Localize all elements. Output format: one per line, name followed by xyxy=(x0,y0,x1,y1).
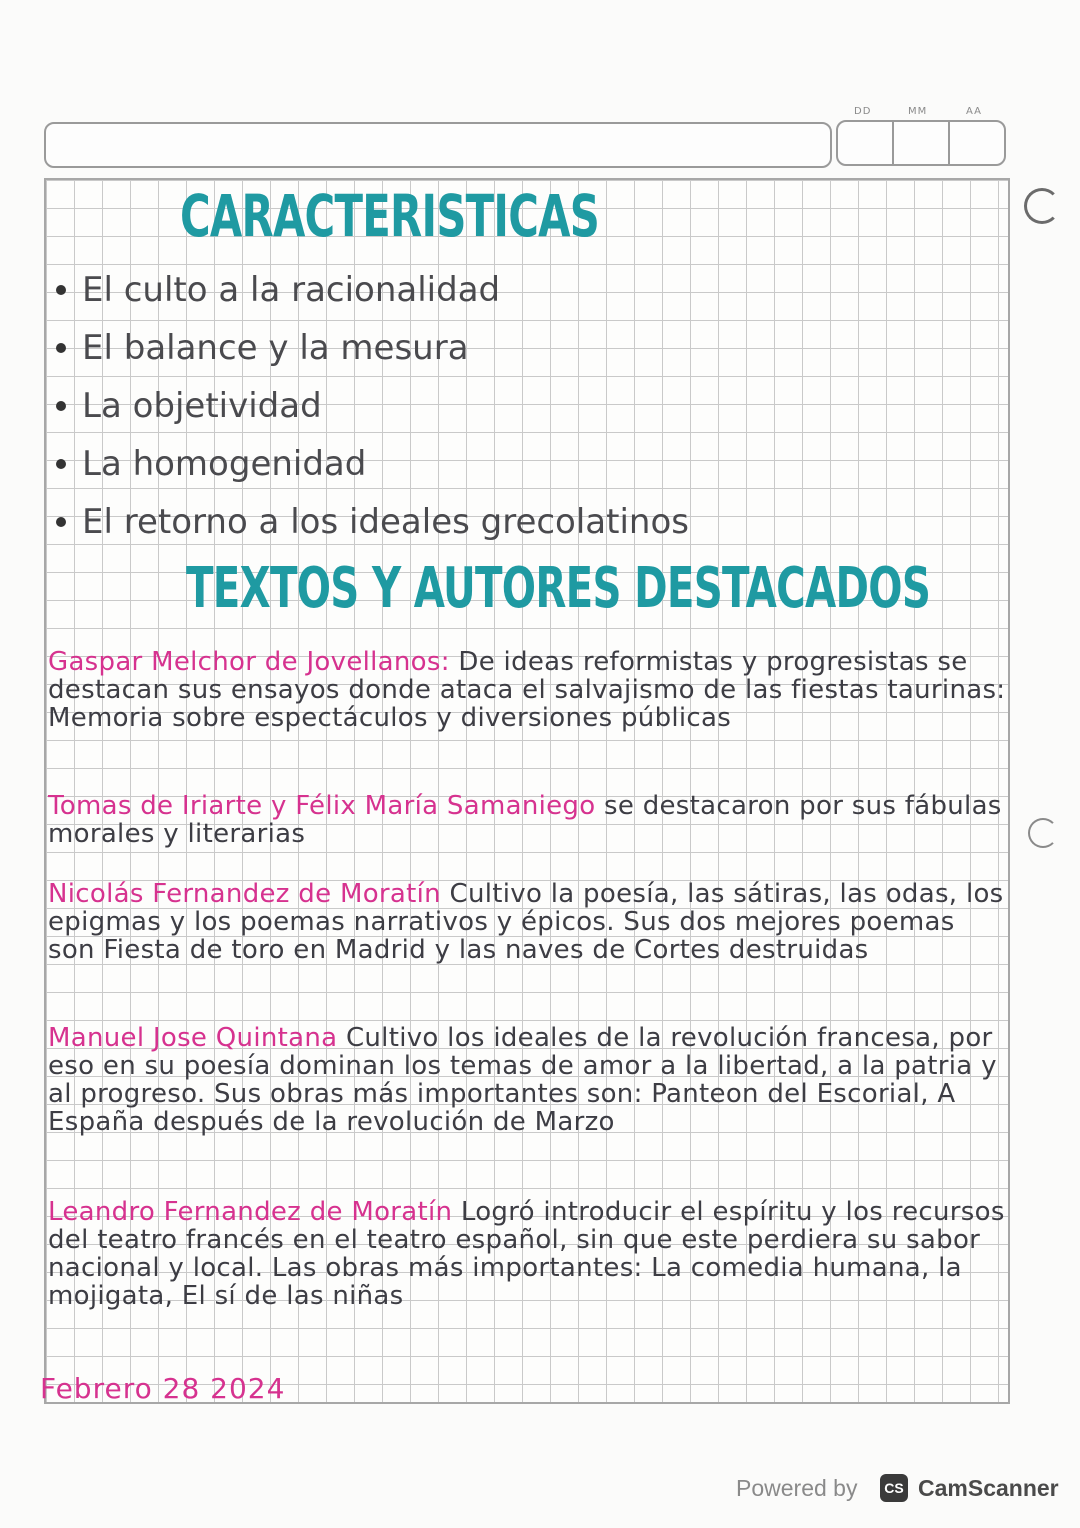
date-field xyxy=(836,120,1006,166)
author-entry xyxy=(48,1198,1008,1310)
author-description: De ideas reformistas y progresistas se destacan sus ensayos donde ataca el salvajismo de las fiestas taurinas: Memoria sobre espectáculos y diversiones públicas xyxy=(48,647,1006,733)
author-entry xyxy=(48,792,1008,848)
year-label: AA xyxy=(966,106,982,117)
author-description: se destacaron por sus fábulas morales y literarias xyxy=(48,791,1002,849)
author-entry xyxy=(48,648,1008,732)
characteristics-list xyxy=(52,268,689,558)
author-name: Gaspar Melchor de Jovellanos: xyxy=(48,647,450,677)
month-label: MM xyxy=(908,106,928,117)
author-name: Manuel Jose Quintana xyxy=(48,1023,338,1053)
title-field xyxy=(44,122,832,168)
day-label: DD xyxy=(854,106,872,117)
heading-textos-autores: TEXTOS Y AUTORES DESTACADOS xyxy=(186,556,931,621)
list-item: El culto a la racionalidad xyxy=(52,268,689,326)
list-item: El balance y la mesura xyxy=(52,326,689,384)
author-name: Leandro Fernandez de Moratín xyxy=(48,1197,453,1227)
list-item: La objetividad xyxy=(52,384,689,442)
author-name: Nicolás Fernandez de Moratín xyxy=(48,879,441,909)
date-labels xyxy=(836,106,1004,120)
author-description: Logró introducir el espíritu y los recursos del teatro francés en el teatro español, sin que este perdiera su sabor nacional y local. Las obras más importantes: La comedia humana, la mojigata, El sí de las niñas xyxy=(48,1197,1005,1311)
binder-hole-icon-lower xyxy=(1028,818,1058,848)
binder-hole-icon xyxy=(1024,188,1060,224)
author-entry xyxy=(48,880,1008,964)
date-note: Febrero 28 2024 xyxy=(40,1372,286,1405)
author-description: Cultivo los ideales de la revolución francesa, por eso en su poesía dominan los temas de amor a la libertad, a la patria y al progreso. Sus obras más importantes son: Panteon del Escorial, A España después de la revolución de Marzo xyxy=(48,1023,997,1137)
powered-by-label: Powered by xyxy=(736,1475,858,1501)
heading-caracteristicas: CARACTERISTICAS xyxy=(180,182,600,250)
camscanner-logo-icon: CS xyxy=(880,1474,908,1502)
list-item: El retorno a los ideales grecolatinos xyxy=(52,500,689,558)
author-name: Tomas de Iriarte y Félix María Samaniego xyxy=(48,791,596,821)
list-item: La homogenidad xyxy=(52,442,689,500)
camscanner-brand: CamScanner xyxy=(918,1475,1059,1501)
author-description: Cultivo la poesía, las sátiras, las odas, los epigmas y los poemas narrativos y épicos. Sus dos mejores poemas son Fiesta de toro en Madrid y las naves de Cortes destruidas xyxy=(48,879,1004,965)
author-entry xyxy=(48,1024,1008,1136)
